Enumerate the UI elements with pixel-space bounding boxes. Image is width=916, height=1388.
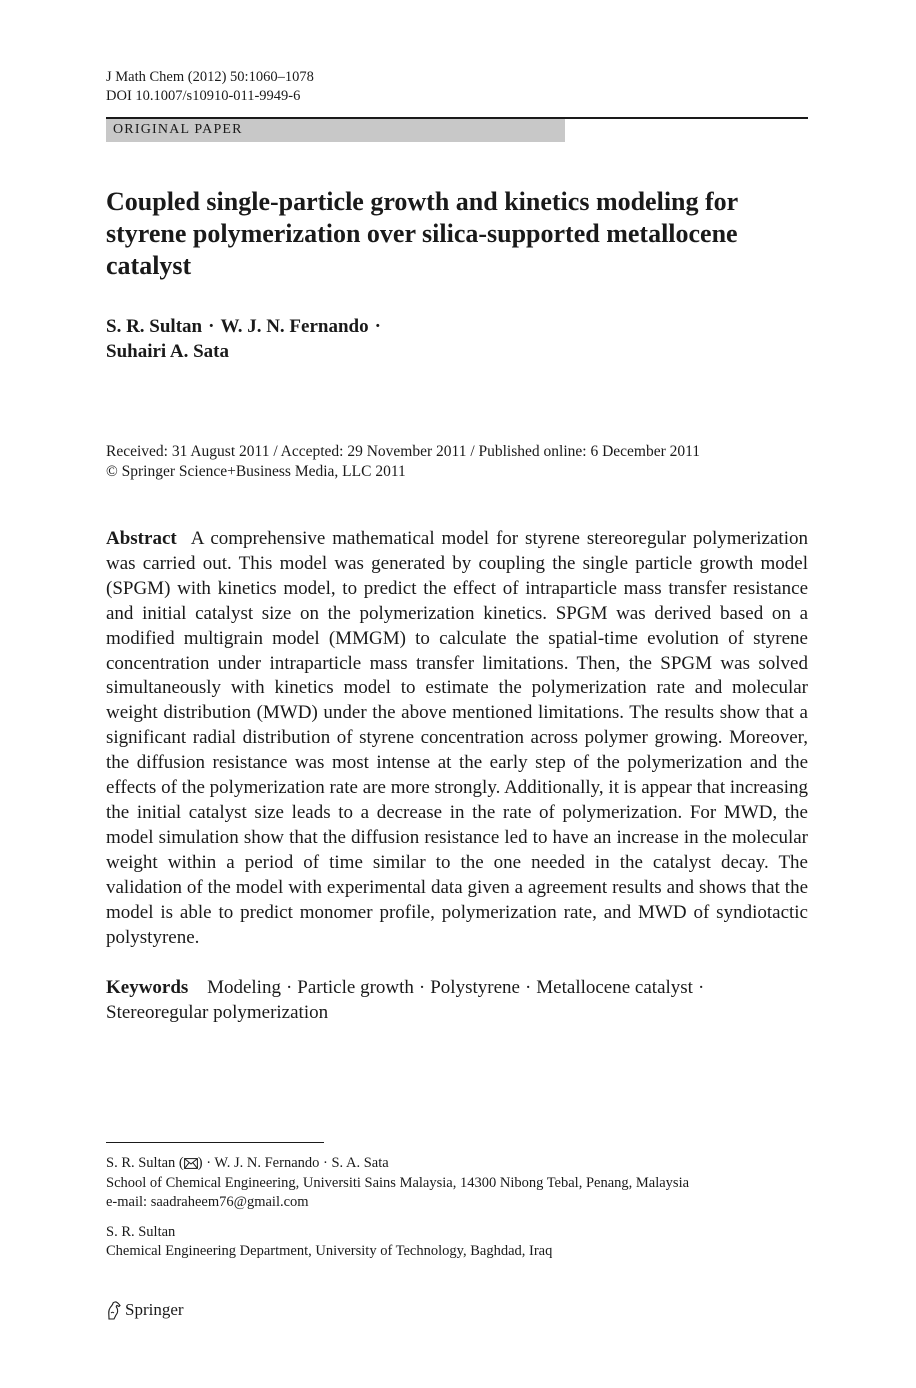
keywords-label: Keywords: [106, 977, 189, 998]
publisher-name: Springer: [125, 1300, 184, 1319]
publisher-logo: [106, 1299, 184, 1321]
keyword-separator: ·: [524, 977, 532, 998]
email: e-mail: saadraheem76@gmail.com: [106, 1194, 309, 1210]
abstract: [106, 527, 808, 950]
keyword: Modeling: [207, 977, 281, 998]
copyright-line: © Springer Science+Business Media, LLC 2011: [106, 463, 406, 480]
keyword: Stereoregular polymerization: [106, 1002, 329, 1023]
keyword: Metallocene catalyst: [536, 977, 693, 998]
author-name: S. R. Sultan: [106, 316, 203, 337]
footnote-rule: [106, 1142, 324, 1143]
author-name: W. J. N. Fernando: [220, 316, 369, 337]
history-line: Received: 31 August 2011 / Accepted: 29 November 2011 / Published online: 6 December 2011: [106, 443, 701, 460]
author-separator: ·: [208, 316, 215, 337]
affiliation: Chemical Engineering Department, University of Technology, Baghdad, Iraq: [106, 1243, 553, 1259]
author-list: [106, 314, 387, 364]
springer-horse-icon: [106, 1300, 122, 1320]
doi: DOI 10.1007/s10910-011-9949-6: [106, 88, 301, 104]
paper-type-banner: ORIGINAL PAPER: [106, 119, 565, 142]
keyword: Particle growth: [297, 977, 414, 998]
abstract-label: Abstract: [106, 528, 177, 549]
journal-citation: J Math Chem (2012) 50:1060–1078: [106, 69, 314, 85]
keyword-separator: ·: [697, 977, 705, 998]
footnote-authors: S. R. Sultan ( ) · W. J. N. Fernando · S. A. Sata: [106, 1155, 389, 1171]
paper-title: Coupled single-particle growth and kinetics modeling for styrene polymerization over silica-supported metallocene catalyst: [106, 187, 738, 280]
keyword-separator: ·: [418, 977, 426, 998]
journal-info: [106, 68, 314, 106]
abstract-text: A comprehensive mathematical model for styrene stereoregular polymerization was carried out. This model was generated by coupling the single particle growth model (SPGM) with kinetics model, to predict the effect of intraparticle mass transfer resistance and initial catalyst size on the polymerization kinetics. SPGM was derived based on a modified multigrain model (MMGM) to calculate the spatial-time evolution of styrene concentration under intraparticle mass transfer limitations. Then, the SPGM was solved simultaneously with kinetics model to estimate the polymerization rate and molecular weight distribution (MWD) under the above mentioned limitations. The results show that a significant radial distribution of styrene concentration across polymer growing. Moreover, the diffusion resistance was most intense at the early step of the polymerization and the effects of the polymerization rate are more strongly. Additionally, it is appear that increasing the initial catalyst size leads to a decrease in the rate of polymerization. For MWD, the model simulation show that the diffusion resistance led to have an increase in the molecular weight within a period of time similar to the one needed in the catalyst decay. The validation of the model with experimental data given a agreement results and shows that the model is able to predict monomer profile, polymerization rate, and MWD of syndiotactic polystyrene.: [106, 528, 808, 948]
footnotes: [106, 1154, 689, 1262]
author-separator: ·: [374, 316, 381, 337]
publication-dates: [106, 442, 700, 482]
keywords: [106, 975, 808, 1025]
author-name: Suhairi A. Sata: [106, 341, 230, 362]
affiliation: School of Chemical Engineering, Universiti Sains Malaysia, 14300 Nibong Tebal, Penang, Malaysia: [106, 1174, 690, 1191]
footnote-author: S. R. Sultan: [106, 1223, 176, 1240]
keyword: Polystyrene: [430, 977, 520, 998]
envelope-icon: [184, 1158, 198, 1169]
keyword-separator: ·: [285, 977, 293, 998]
